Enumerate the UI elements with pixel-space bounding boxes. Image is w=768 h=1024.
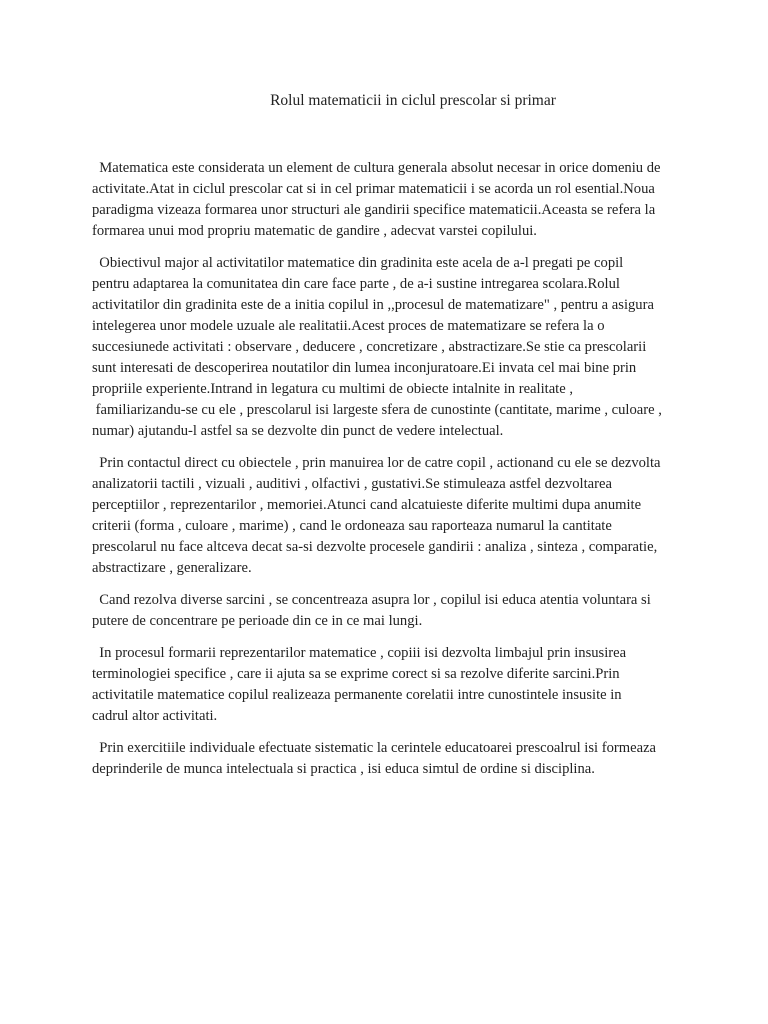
text-line: formarea unui mod propriu matematic de gandire , adecvat varstei copilului. — [92, 223, 537, 239]
text-line: familiarizandu-se cu ele , prescolarul isi largeste sfera de cunostinte (cantitate, marime , culoare , — [92, 402, 662, 418]
text-line: abstractizare , generalizare. — [92, 560, 252, 576]
text-line: pentru adaptarea la comunitatea din care face parte , de a-i sustine intregarea scolara.Rolul — [92, 276, 620, 292]
text-line: propriile experiente.Intrand in legatura cu multimi de obiecte intalnite in realitate , — [92, 381, 574, 397]
text-line: cadrul altor activitati. — [92, 708, 218, 724]
text-line: analizatorii tactili , vizuali , auditivi , olfactivi , gustativi.Se stimuleaza astfel dezvoltarea — [92, 476, 612, 492]
text-line: Cand rezolva diverse sarcini , se concentreaza asupra lor , copilul isi educa atentia voluntara si — [92, 592, 651, 608]
paragraph — [92, 590, 692, 632]
text-line: In procesul formarii reprezentarilor matematice , copiii isi dezvolta limbajul prin insusirea — [92, 645, 627, 661]
paragraph — [92, 158, 692, 242]
text-line: numar) ajutandu-l astfel sa se dezvolte din punct de vedere intelectual. — [92, 423, 504, 439]
text-line: terminologiei specifice , care ii ajuta sa se exprime corect si sa rezolve diferite sarcini.Prin — [92, 666, 620, 682]
paragraph — [92, 738, 692, 780]
text-line: succesiunede activitati : observare , deducere , concretizare , abstractizare.Se stie ca prescolarii — [92, 339, 647, 355]
text-line: intelegerea unor modele uzuale ale realitatii.Acest proces de matematizare se refera la o — [92, 318, 605, 334]
text-line: activitate.Atat in ciclul prescolar cat si in cel primar matematicii i se acorda un rol esential.Noua — [92, 181, 655, 197]
text-line: criterii (forma , culoare , marime) , cand le ordoneaza sau raporteaza numarul la cantitate — [92, 518, 612, 534]
text-line: perceptiilor , reprezentarilor , memoriei.Atunci cand alcatuieste diferite multimi dupa anumite — [92, 497, 642, 513]
text-line: deprinderile de munca intelectuala si practica , isi educa simtul de ordine si disciplina. — [92, 761, 595, 777]
paragraph — [92, 253, 692, 442]
text-line: putere de concentrare pe perioade din ce in ce mai lungi. — [92, 613, 423, 629]
text-line: activitatile matematice copilul realizeaza permanente corelatii intre cunostintele insusite in — [92, 687, 622, 703]
document-body — [92, 158, 692, 791]
document-title: Rolul matematicii in ciclul prescolar si primar — [270, 92, 556, 109]
text-line: activitatilor din gradinita este de a initia copilul in ,,procesul de matematizare" , pentru a asigura — [92, 297, 654, 313]
text-line: Obiectivul major al activitatilor matematice din gradinita este acela de a-l pregati pe copil — [92, 255, 624, 271]
paragraph — [92, 643, 692, 727]
text-line: prescolarul nu face altceva decat sa-si dezvolte procesele gandirii : analiza , sinteza , comparatie, — [92, 539, 658, 555]
text-line: sunt interesati de descoperirea noutatilor din lumea inconjuratoare.Ei invata cel mai bine prin — [92, 360, 637, 376]
text-line: Prin contactul direct cu obiectele , prin manuirea lor de catre copil , actionand cu ele se dezvolta — [92, 455, 661, 471]
text-line: Matematica este considerata un element de cultura generala absolut necesar in orice domeniu de — [92, 160, 661, 176]
text-line: Prin exercitiile individuale efectuate sistematic la cerintele educatoarei prescoalrul isi formeaza — [92, 740, 657, 756]
text-line: paradigma vizeaza formarea unor structuri ale gandirii specifice matematicii.Aceasta se refera la — [92, 202, 656, 218]
paragraph — [92, 453, 692, 579]
